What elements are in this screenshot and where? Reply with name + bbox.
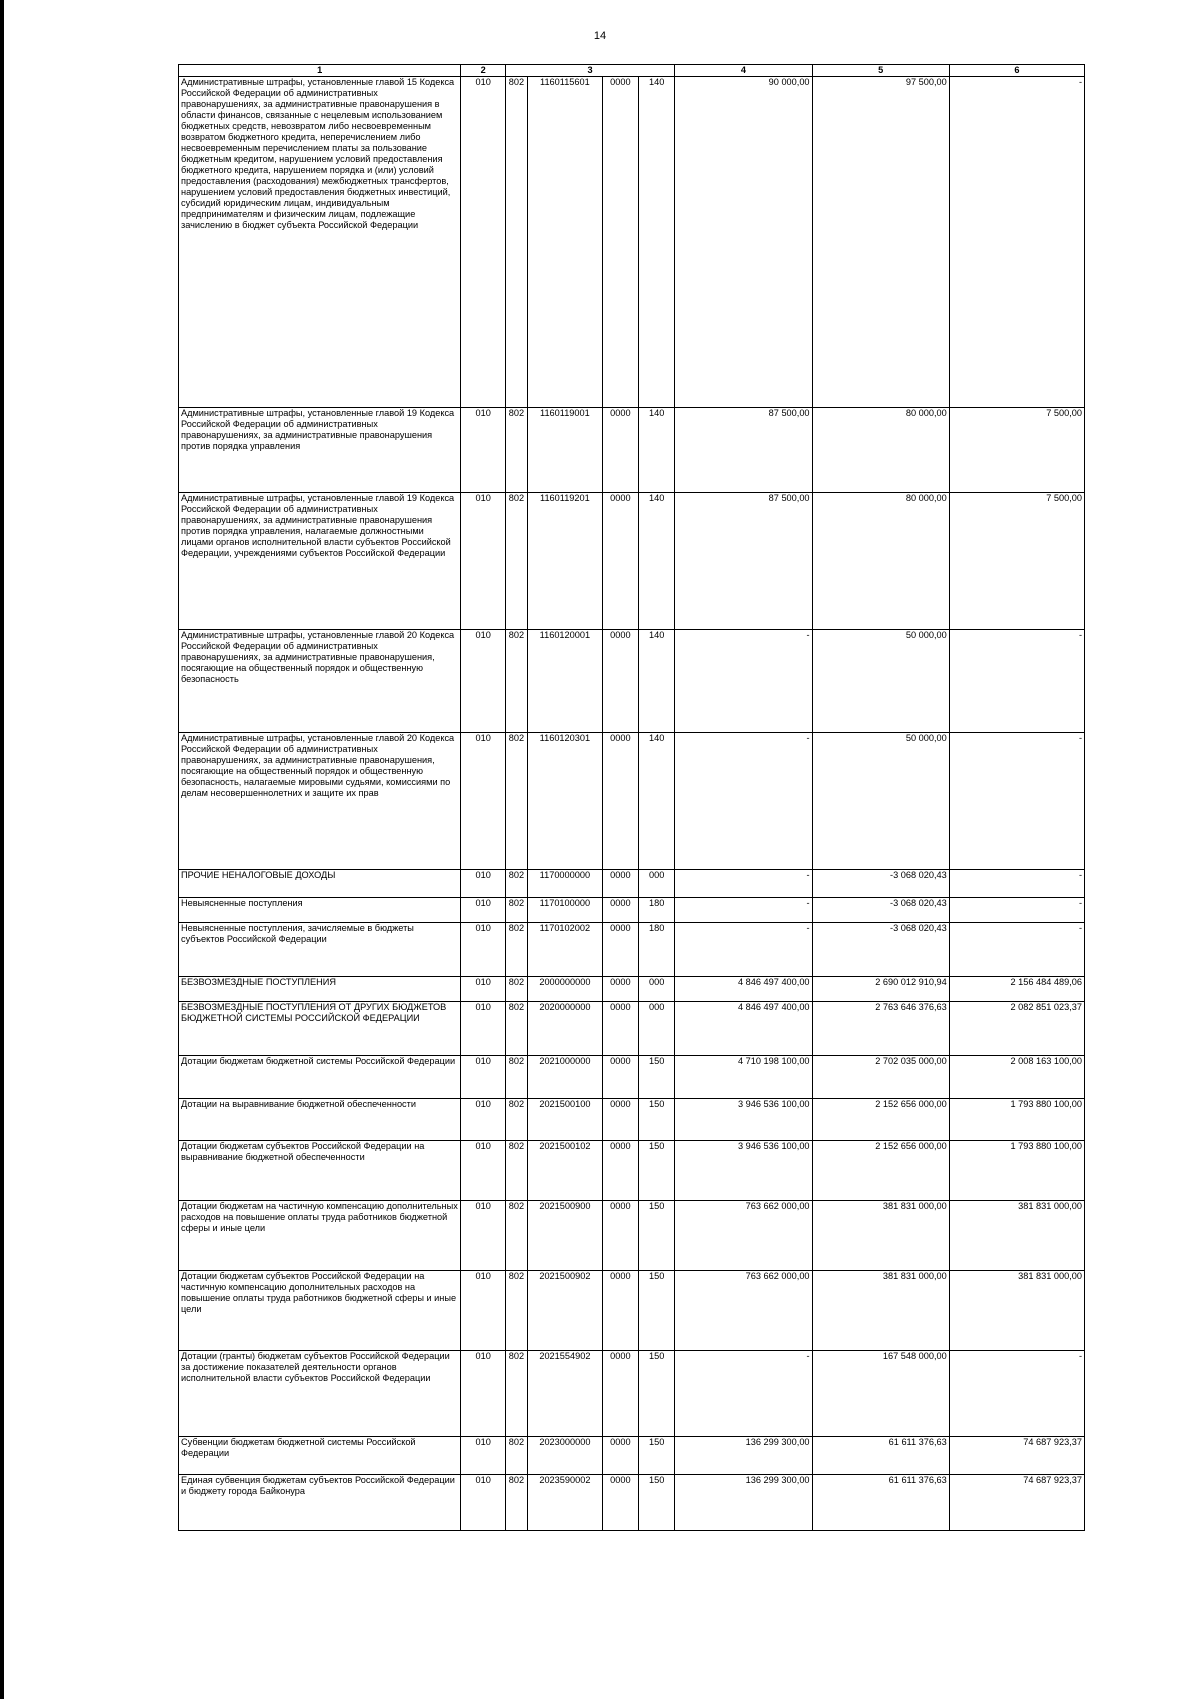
- row-economic-code: 140: [639, 77, 675, 408]
- row-program-code: 0000: [602, 1002, 638, 1056]
- row-chapter-code: 802: [505, 977, 527, 1002]
- row-program-code: 0000: [602, 1099, 638, 1141]
- page-number: 14: [593, 30, 607, 42]
- row-admin-code: 010: [461, 733, 505, 870]
- row-remaining-value: -: [949, 898, 1084, 923]
- header-col-4: 4: [675, 65, 812, 77]
- row-income-code: 2023590002: [528, 1475, 603, 1531]
- row-remaining-value: 74 687 923,37: [949, 1437, 1084, 1475]
- table-row: [179, 977, 1085, 1002]
- row-remaining-value: -: [949, 923, 1084, 977]
- row-executed-value: -3 068 020,43: [812, 870, 949, 898]
- row-remaining-value: 1 793 880 100,00: [949, 1141, 1084, 1201]
- row-name: Невыясненные поступления, зачисляемые в бюджеты субъектов Российской Федерации: [179, 923, 461, 977]
- row-program-code: 0000: [602, 1437, 638, 1475]
- row-economic-code: 150: [639, 1201, 675, 1271]
- row-approved-value: 3 946 536 100,00: [675, 1099, 812, 1141]
- row-executed-value: 2 152 656 000,00: [812, 1141, 949, 1201]
- row-admin-code: 010: [461, 1141, 505, 1201]
- row-income-code: 2020000000: [528, 1002, 603, 1056]
- row-remaining-value: 7 500,00: [949, 493, 1084, 630]
- row-income-code: 1170100000: [528, 898, 603, 923]
- row-admin-code: 010: [461, 493, 505, 630]
- row-program-code: 0000: [602, 1351, 638, 1437]
- header-col-2: 2: [461, 65, 505, 77]
- row-chapter-code: 802: [505, 1351, 527, 1437]
- row-executed-value: 50 000,00: [812, 733, 949, 870]
- row-executed-value: -3 068 020,43: [812, 898, 949, 923]
- row-economic-code: 180: [639, 923, 675, 977]
- row-program-code: 0000: [602, 1271, 638, 1351]
- row-chapter-code: 802: [505, 898, 527, 923]
- header-col-1: 1: [179, 65, 461, 77]
- row-name: Административные штрафы, установленные главой 20 Кодекса Российской Федерации об административных правонарушениях, за административные правонарушения, посягающие на общественный порядок и общественную безопасность: [179, 630, 461, 733]
- row-name: Дотации на выравнивание бюджетной обеспеченности: [179, 1099, 461, 1141]
- row-program-code: 0000: [602, 408, 638, 493]
- row-name: Административные штрафы, установленные главой 19 Кодекса Российской Федерации об административных правонарушениях, за административные правонарушения против порядка управления, налагаемые должностными лицами органов исполнительной власти субъектов Российской Федерации, учреждениями субъектов Российской Федерации: [179, 493, 461, 630]
- row-executed-value: 61 611 376,63: [812, 1475, 949, 1531]
- row-admin-code: 010: [461, 630, 505, 733]
- row-remaining-value: 381 831 000,00: [949, 1201, 1084, 1271]
- table-row: [179, 1351, 1085, 1437]
- row-chapter-code: 802: [505, 1271, 527, 1351]
- row-approved-value: -: [675, 630, 812, 733]
- row-admin-code: 010: [461, 1475, 505, 1531]
- row-chapter-code: 802: [505, 1437, 527, 1475]
- row-admin-code: 010: [461, 923, 505, 977]
- row-remaining-value: 1 793 880 100,00: [949, 1099, 1084, 1141]
- row-income-code: 1160120301: [528, 733, 603, 870]
- row-approved-value: 136 299 300,00: [675, 1437, 812, 1475]
- row-executed-value: 50 000,00: [812, 630, 949, 733]
- row-name: Дотации бюджетам субъектов Российской Федерации на выравнивание бюджетной обеспеченности: [179, 1141, 461, 1201]
- row-admin-code: 010: [461, 1351, 505, 1437]
- row-admin-code: 010: [461, 870, 505, 898]
- row-name: БЕЗВОЗМЕЗДНЫЕ ПОСТУПЛЕНИЯ: [179, 977, 461, 1002]
- row-chapter-code: 802: [505, 1201, 527, 1271]
- row-approved-value: 763 662 000,00: [675, 1201, 812, 1271]
- row-remaining-value: -: [949, 77, 1084, 408]
- row-executed-value: 381 831 000,00: [812, 1201, 949, 1271]
- row-income-code: 2021500102: [528, 1141, 603, 1201]
- row-economic-code: 140: [639, 408, 675, 493]
- table-row: [179, 923, 1085, 977]
- row-executed-value: 2 690 012 910,94: [812, 977, 949, 1002]
- row-name: Административные штрафы, установленные главой 20 Кодекса Российской Федерации об административных правонарушениях, за административные правонарушения, посягающие на общественный порядок и общественную безопасность, налагаемые мировыми судьями, комиссиями по делам несовершеннолетних и защите их прав: [179, 733, 461, 870]
- row-name: Единая субвенция бюджетам субъектов Российской Федерации и бюджету города Байконура: [179, 1475, 461, 1531]
- row-approved-value: 87 500,00: [675, 493, 812, 630]
- row-remaining-value: 2 082 851 023,37: [949, 1002, 1084, 1056]
- row-income-code: 1170102002: [528, 923, 603, 977]
- table-row: [179, 870, 1085, 898]
- row-remaining-value: 381 831 000,00: [949, 1271, 1084, 1351]
- row-name: БЕЗВОЗМЕЗДНЫЕ ПОСТУПЛЕНИЯ ОТ ДРУГИХ БЮДЖЕТОВ БЮДЖЕТНОЙ СИСТЕМЫ РОССИЙСКОЙ ФЕДЕРАЦИИ: [179, 1002, 461, 1056]
- row-chapter-code: 802: [505, 733, 527, 870]
- table-row: [179, 1002, 1085, 1056]
- row-economic-code: 150: [639, 1475, 675, 1531]
- row-remaining-value: -: [949, 1351, 1084, 1437]
- row-name: Дотации бюджетам субъектов Российской Федерации на частичную компенсацию дополнительных расходов на повышение оплаты труда работников бюджетной сферы и иные цели: [179, 1271, 461, 1351]
- row-name: Административные штрафы, установленные главой 15 Кодекса Российской Федерации об административных правонарушениях, за административные правонарушения в области финансов, связанные с нецелевым использованием бюджетных средств, невозвратом либо несвоевременным возвратом бюджетного кредита, неперечислением либо несвоевременным перечислением платы за пользование бюджетным кредитом, нарушением условий предоставления бюджетного кредита, нарушением порядка и (или) условий предоставления (расходования) межбюджетных трансфертов, нарушением условий предоставления бюджетных инвестиций, субсидий юридическим лицам, индивидуальным предпринимателям и физическим лицам, подлежащие зачислению в бюджет субъекта Российской Федерации: [179, 77, 461, 408]
- table-row: [179, 1437, 1085, 1475]
- row-chapter-code: 802: [505, 1056, 527, 1099]
- row-approved-value: -: [675, 733, 812, 870]
- row-remaining-value: -: [949, 870, 1084, 898]
- row-admin-code: 010: [461, 1002, 505, 1056]
- row-program-code: 0000: [602, 898, 638, 923]
- row-economic-code: 180: [639, 898, 675, 923]
- row-remaining-value: 2 008 163 100,00: [949, 1056, 1084, 1099]
- row-economic-code: 140: [639, 630, 675, 733]
- row-program-code: 0000: [602, 493, 638, 630]
- table-header-row: [179, 65, 1085, 77]
- table-row: [179, 898, 1085, 923]
- row-chapter-code: 802: [505, 870, 527, 898]
- table-row: [179, 630, 1085, 733]
- row-chapter-code: 802: [505, 1475, 527, 1531]
- table-row: [179, 408, 1085, 493]
- table-row: [179, 1475, 1085, 1531]
- row-admin-code: 010: [461, 1271, 505, 1351]
- header-col-6: 6: [949, 65, 1084, 77]
- row-executed-value: 2 152 656 000,00: [812, 1099, 949, 1141]
- row-name: Субвенции бюджетам бюджетной системы Российской Федерации: [179, 1437, 461, 1475]
- row-approved-value: 87 500,00: [675, 408, 812, 493]
- row-income-code: 1160115601: [528, 77, 603, 408]
- table-row: [179, 77, 1085, 408]
- row-economic-code: 150: [639, 1099, 675, 1141]
- table-body: [179, 77, 1085, 1531]
- row-income-code: 1160119201: [528, 493, 603, 630]
- row-admin-code: 010: [461, 1099, 505, 1141]
- row-program-code: 0000: [602, 1475, 638, 1531]
- row-economic-code: 000: [639, 1002, 675, 1056]
- row-chapter-code: 802: [505, 1002, 527, 1056]
- row-program-code: 0000: [602, 870, 638, 898]
- row-approved-value: -: [675, 923, 812, 977]
- row-approved-value: -: [675, 870, 812, 898]
- row-executed-value: -3 068 020,43: [812, 923, 949, 977]
- table-row: [179, 1201, 1085, 1271]
- row-approved-value: 763 662 000,00: [675, 1271, 812, 1351]
- row-approved-value: 4 710 198 100,00: [675, 1056, 812, 1099]
- row-income-code: 1160120001: [528, 630, 603, 733]
- row-economic-code: 150: [639, 1351, 675, 1437]
- table-row: [179, 1141, 1085, 1201]
- row-admin-code: 010: [461, 898, 505, 923]
- row-name: Дотации (гранты) бюджетам субъектов Российской Федерации за достижение показателей деятельности органов исполнительной власти субъектов Российской Федерации: [179, 1351, 461, 1437]
- row-program-code: 0000: [602, 630, 638, 733]
- row-admin-code: 010: [461, 977, 505, 1002]
- row-approved-value: 3 946 536 100,00: [675, 1141, 812, 1201]
- row-executed-value: 167 548 000,00: [812, 1351, 949, 1437]
- row-approved-value: 90 000,00: [675, 77, 812, 408]
- row-economic-code: 150: [639, 1141, 675, 1201]
- row-remaining-value: 74 687 923,37: [949, 1475, 1084, 1531]
- row-admin-code: 010: [461, 408, 505, 493]
- row-name: Административные штрафы, установленные главой 19 Кодекса Российской Федерации об административных правонарушениях, за административные правонарушения против порядка управления: [179, 408, 461, 493]
- row-executed-value: 80 000,00: [812, 493, 949, 630]
- row-remaining-value: -: [949, 733, 1084, 870]
- row-economic-code: 140: [639, 733, 675, 870]
- row-approved-value: 4 846 497 400,00: [675, 977, 812, 1002]
- row-income-code: 2021500902: [528, 1271, 603, 1351]
- row-remaining-value: 7 500,00: [949, 408, 1084, 493]
- row-chapter-code: 802: [505, 493, 527, 630]
- header-col-3: 3: [505, 65, 674, 77]
- row-economic-code: 150: [639, 1437, 675, 1475]
- row-executed-value: 381 831 000,00: [812, 1271, 949, 1351]
- row-economic-code: 140: [639, 493, 675, 630]
- row-admin-code: 010: [461, 1056, 505, 1099]
- row-executed-value: 97 500,00: [812, 77, 949, 408]
- row-economic-code: 000: [639, 870, 675, 898]
- row-admin-code: 010: [461, 1201, 505, 1271]
- row-income-code: 2021554902: [528, 1351, 603, 1437]
- table-row: [179, 1099, 1085, 1141]
- row-remaining-value: 2 156 484 489,06: [949, 977, 1084, 1002]
- row-income-code: 2021000000: [528, 1056, 603, 1099]
- row-name: Дотации бюджетам на частичную компенсацию дополнительных расходов на повышение оплаты труда работников бюджетной сферы и иные цели: [179, 1201, 461, 1271]
- table-row: [179, 733, 1085, 870]
- row-income-code: 1170000000: [528, 870, 603, 898]
- row-program-code: 0000: [602, 1056, 638, 1099]
- header-col-5: 5: [812, 65, 949, 77]
- row-admin-code: 010: [461, 1437, 505, 1475]
- scan-left-border: [0, 0, 4, 1699]
- row-income-code: 2021500100: [528, 1099, 603, 1141]
- row-name: Невыясненные поступления: [179, 898, 461, 923]
- table-row: [179, 493, 1085, 630]
- row-chapter-code: 802: [505, 923, 527, 977]
- row-executed-value: 2 763 646 376,63: [812, 1002, 949, 1056]
- row-income-code: 2023000000: [528, 1437, 603, 1475]
- row-economic-code: 150: [639, 1271, 675, 1351]
- row-executed-value: 80 000,00: [812, 408, 949, 493]
- row-program-code: 0000: [602, 1141, 638, 1201]
- row-program-code: 0000: [602, 733, 638, 870]
- row-chapter-code: 802: [505, 630, 527, 733]
- row-chapter-code: 802: [505, 408, 527, 493]
- row-chapter-code: 802: [505, 1099, 527, 1141]
- table-row: [179, 1271, 1085, 1351]
- row-remaining-value: -: [949, 630, 1084, 733]
- table-row: [179, 1056, 1085, 1099]
- row-income-code: 2021500900: [528, 1201, 603, 1271]
- row-name: ПРОЧИЕ НЕНАЛОГОВЫЕ ДОХОДЫ: [179, 870, 461, 898]
- row-economic-code: 150: [639, 1056, 675, 1099]
- row-approved-value: -: [675, 898, 812, 923]
- row-chapter-code: 802: [505, 77, 527, 408]
- budget-table: [178, 64, 1085, 1531]
- row-income-code: 1160119001: [528, 408, 603, 493]
- row-program-code: 0000: [602, 77, 638, 408]
- row-economic-code: 000: [639, 977, 675, 1002]
- row-chapter-code: 802: [505, 1141, 527, 1201]
- row-program-code: 0000: [602, 923, 638, 977]
- row-program-code: 0000: [602, 977, 638, 1002]
- row-income-code: 2000000000: [528, 977, 603, 1002]
- row-approved-value: 136 299 300,00: [675, 1475, 812, 1531]
- row-name: Дотации бюджетам бюджетной системы Российской Федерации: [179, 1056, 461, 1099]
- row-approved-value: -: [675, 1351, 812, 1437]
- row-executed-value: 61 611 376,63: [812, 1437, 949, 1475]
- row-approved-value: 4 846 497 400,00: [675, 1002, 812, 1056]
- row-executed-value: 2 702 035 000,00: [812, 1056, 949, 1099]
- row-admin-code: 010: [461, 77, 505, 408]
- row-program-code: 0000: [602, 1201, 638, 1271]
